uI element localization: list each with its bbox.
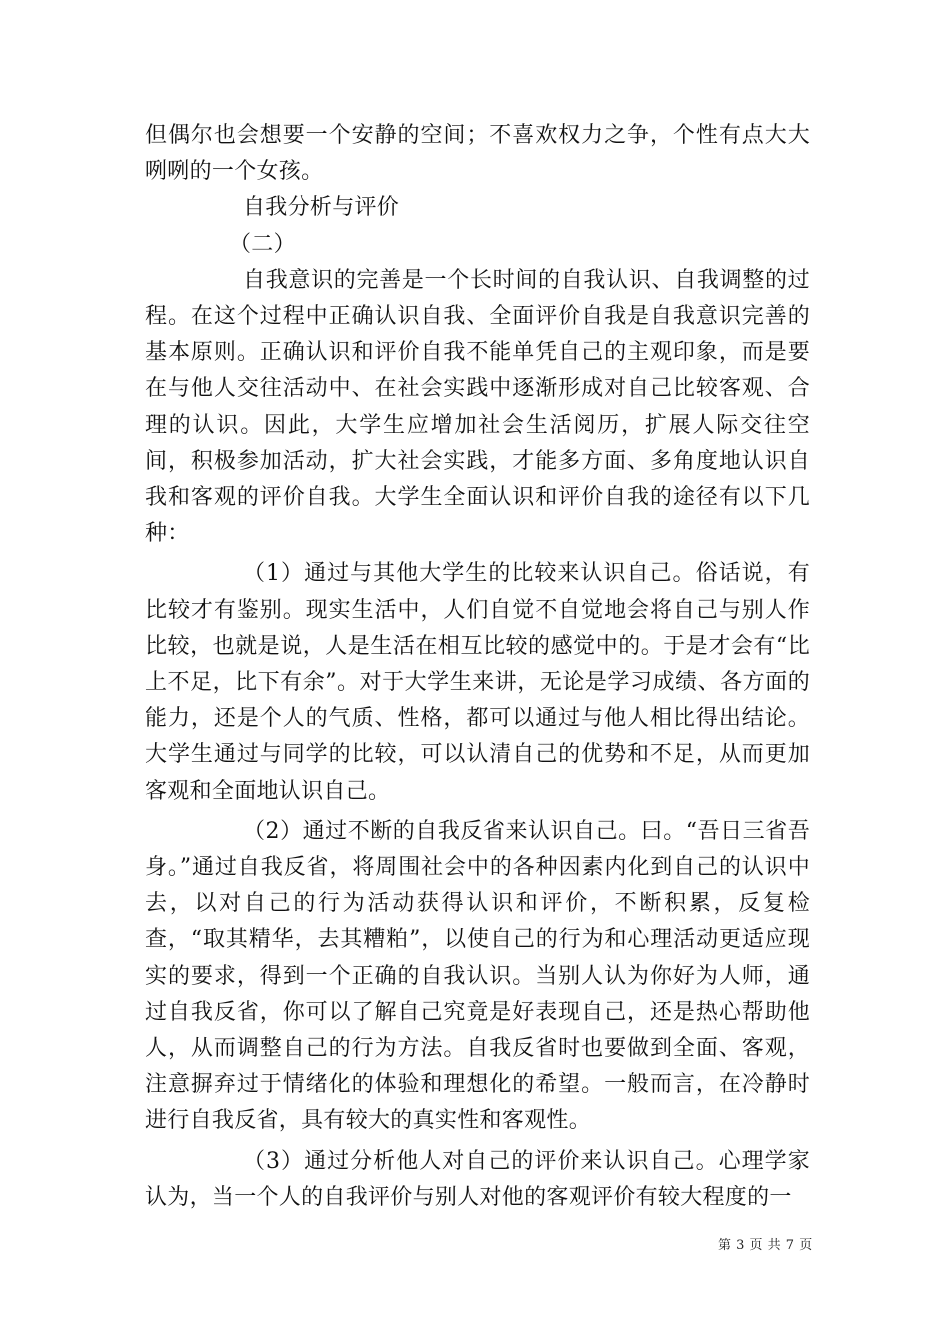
document-body	[145, 118, 810, 1216]
paragraph-item-2: （2）通过不断的自我反省来认识自己。曰。“吾日三省吾身。”通过自我反省，将周围社会中的各种因素内化到自己的认识中去，以对自己的行为活动获得认识和评价，不断积累，反复检查，“取其精华，去其糟粕”，以使自己的行为和心理活动更适应现实的要求，得到一个正确的自我认识。当别人认为你好为人师，通过自我反省，你可以了解自己究竟是好表现自己，还是热心帮助他人，从而调整自己的行为方法。自我反省时也要做到全面、客观，注意摒弃过于情绪化的体验和理想化的希望。一般而言，在冷静时进行自我反省，具有较大的真实性和客观性。	[145, 818, 810, 1134]
paragraph-intro: 自我意识的完善是一个长时间的自我认识、自我调整的过程。在这个过程中正确认识自我、全面评价自我是自我意识完善的基本原则。正确认识和评价自我不能单凭自己的主观印象，而是要在与他人交往活动中、在社会实践中逐渐形成对自己比较客观、合理的认识。因此，大学生应增加社会生活阅历，扩展人际交往空间，积极参加活动，扩大社会实践，才能多方面、多角度地认识自我和客观的评价自我。大学生全面认识和评价自我的途径有以下几种：	[145, 267, 810, 547]
paragraph-item-1: （1）通过与其他大学生的比较来认识自己。俗话说，有比较才有鉴别。现实生活中，人们自觉不自觉地会将自己与别人作比较，也就是说，人是生活在相互比较的感觉中的。于是才会有“比上不足，比下有余”。对于大学生来讲，无论是学习成绩、各方面的能力，还是个人的气质、性格，都可以通过与他人相比得出结论。大学生通过与同学的比较，可以认清自己的优势和不足，从而更加客观和全面地认识自己。	[145, 561, 810, 804]
paragraph-continuation: 但偶尔也会想要一个安静的空间；不喜欢权力之争，个性有点大大咧咧的一个女孩。	[145, 123, 810, 185]
paragraph-item-3: （3）通过分析他人对自己的评价来认识自己。心理学家认为，当一个人的自我评价与别人对他的客观评价有较大程度的一	[145, 1148, 810, 1210]
section-number: （二）	[229, 231, 296, 257]
page-number-footer: 第 3 页 共 7 页	[718, 1238, 813, 1253]
section-heading: 自我分析与评价	[243, 195, 400, 221]
